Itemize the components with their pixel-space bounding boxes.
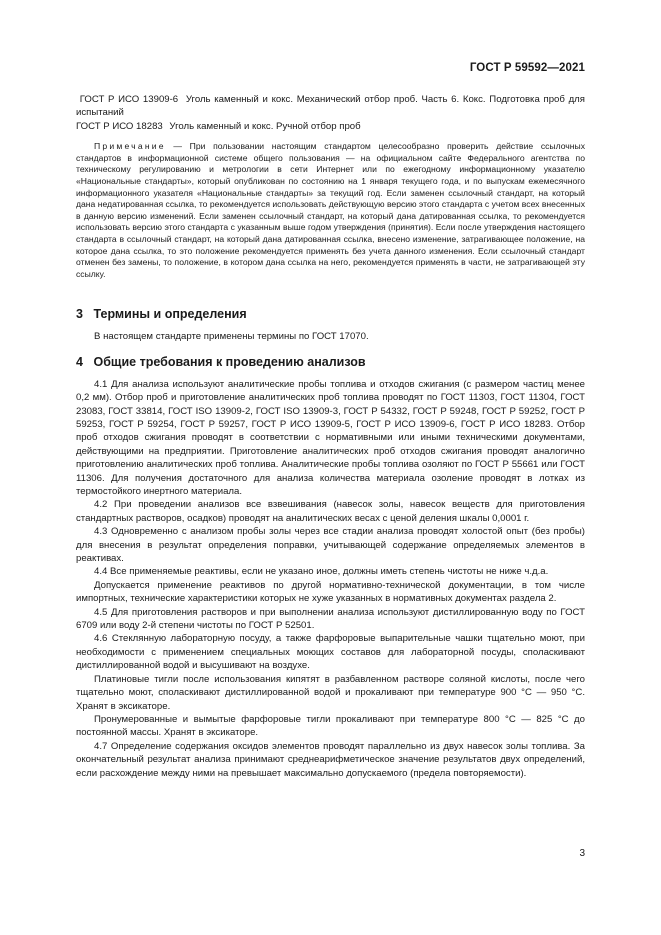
section-3-text: В настоящем стандарте применены термины по ГОСТ 17070. [94,331,369,343]
paragraph-4-6-porcelain: Пронумерованные и вымытые фарфоровые тигли прокаливают при температуре 800 °C — 825 °C до постоянной массы. Хранят в эксикаторе. [76,713,585,739]
note-text: — При пользовании настоящим стандартом целесообразно проверить действие ссылочных стандартов в информационной системе общего пользования — на официальном сайте Федерального агентства по техническому регулированию и метрологии в сети Интернет или по ежегодному информационному указателю «Национальные стандарты», который опубликован по состоянию на 1 января текущего года, и по выпускам ежемесячного информационного указателя «Национальные стандарты» за текущий год. Если заменен ссылочный стандарт, на который дана недатированная ссылка, то рекомендуется использовать действующую версию этого стандарта с учетом всех внесенных в данную версию изменений. Если заменен ссылочный стандарт, на который дана датированная ссылка, то рекомендуется использовать версию этого стандарта с указанным выше годом утверждения (принятия). Если после утверждения настоящего стандарта в ссылочный стандарт, на который дана датированная ссылка, внесено изменение, затрагивающее положение, на которое дана ссылка, то это положение рекомендуется применять без учета данного изменения. Если ссылочный стандарт отменен без замены, то положение, в котором дана ссылка на него, рекомендуется применять в части, не затрагивающей эту ссылку. [76,141,585,279]
section-4-body [76,378,585,780]
paragraph-4-4-note: Допускается применение реактивов по другой нормативно-технической документации, в том числе импортных, технические характеристики которых не хуже указанных в нормативных документах раздела 2. [76,579,585,605]
reference-title: Уголь каменный и кокс. Механический отбор проб. Часть 6. Кокс. Подготовка проб для испытаний [76,94,585,119]
standard-header: ГОСТ Р 59592—2021 [469,62,585,74]
section-3-heading [76,306,585,322]
paragraph-4-6-platinum: Платиновые тигли после использования кипятят в разбавленном растворе соляной кислоты, после чего тщательно моют, споласкивают дистиллированной водой и прокаливают при температуре 900 °C — 950 °C. Хранят в эксикаторе. [76,673,585,712]
reference-title: Уголь каменный и кокс. Ручной отбор проб [169,120,361,132]
reference-code: ГОСТ Р ИСО 13909-6 [79,94,179,105]
section-title: Общие требования к проведению анализов [93,354,366,369]
paragraph-4-1: 4.1 Для анализа используют аналитические пробы топлива и отходов сжигания (с размером частиц менее 0,2 мм). Отбор проб и приготовление аналитических проб топлива проводят по ГОСТ 11303, ГОСТ 11304, ГОСТ 23083, ГОСТ 33814, ГОСТ ISO 13909-2, ГОСТ ISO 13909-3, ГОСТ Р 54332, ГОСТ Р 59248, ГОСТ Р 59252, ГОСТ Р 59253, ГОСТ Р 59254, ГОСТ Р 59257, ГОСТ Р ИСО 13909-5, ГОСТ Р ИСО 13909-6, ГОСТ Р ИСО 18283. Отбор проб отходов сжигания проводят в соответствии с нормативными или иными техническими документами, действующими на предприятии. Приготовление аналитических проб отходов сжигания проводят аналогично приготовлению аналитических проб топлива. Аналитические пробы топлива озоляют по ГОСТ Р 55661 или ГОСТ 11306. Для получения достаточного для анализа количества материала озоление проводят в лотках из термостойкого инертного материала. [76,378,585,497]
page-number: 3 [579,848,585,859]
reference-item [76,120,585,133]
reference-item [76,93,585,120]
section-number: 3 [76,307,83,322]
reference-code: ГОСТ Р ИСО 18283 [76,120,163,132]
note-paragraph [76,141,585,280]
note-label: Примечание [94,141,166,152]
section-title: Термины и определения [93,307,247,322]
paragraph-4-4: 4.4 Все применяемые реактивы, если не указано иное, должны иметь степень чистоты не ниже ч.д.а. [94,566,549,578]
paragraph-4-7: 4.7 Определение содержания оксидов элементов проводят параллельно из двух навесок золы топлива. За окончательный результат анализа принимают среднеарифметическое значение результатов двух определений, если расхождение между ними на превышает максимально допускаемого (предела повторяемости). [76,740,585,779]
page-content [76,93,585,780]
paragraph-4-6: 4.6 Стеклянную лабораторную посуду, а также фарфоровые выпарительные чашки тщательно моют, при необходимости с применением специальных моющих составов для лабораторной посуды, споласкивают дистиллированной водой и высушивают на воздухе. [76,633,585,672]
paragraph-4-5: 4.5 Для приготовления растворов и при выполнении анализа используют дистиллированную воду по ГОСТ 6709 или воду 2-й степени чистоты по ГОСТ Р 52501. [76,606,585,632]
paragraph-4-2: 4.2 При проведении анализов все взвешивания (навесок золы, навесок веществ для приготовления стандартных растворов, осадков) проводят на аналитических весах с ценой деления шкалы 0,0001 г. [76,499,585,524]
paragraph-4-3: 4.3 Одновременно с анализом пробы золы через все стадии анализа проводят холостой опыт (без пробы) для внесения в результат определения поправки, учитывающей содержание определяемых элементов в реактивах. [76,526,585,565]
section-number: 4 [76,354,83,369]
section-4-heading [76,354,585,370]
